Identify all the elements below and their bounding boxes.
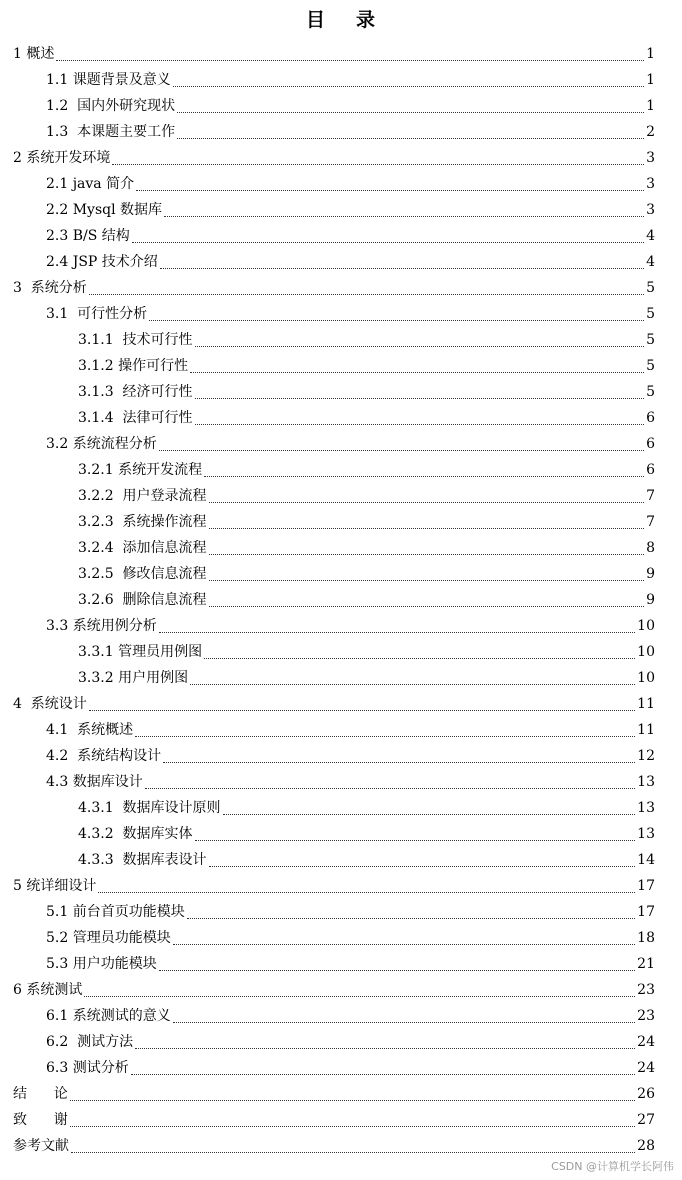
toc-entry-label: 2.1 java 简介 — [46, 176, 135, 192]
toc-dot-leader — [135, 1034, 635, 1049]
toc-dot-leader — [223, 800, 636, 815]
toc-entry[interactable] — [0, 483, 682, 509]
toc-entry-page-number: 26 — [637, 1086, 655, 1102]
toc-dot-leader — [195, 332, 645, 347]
toc-entry-label: 3.2.5 修改信息流程 — [78, 566, 207, 582]
toc-dot-leader — [173, 1008, 635, 1023]
toc-entry[interactable] — [0, 1055, 682, 1081]
toc-entry[interactable] — [0, 1029, 682, 1055]
toc-entry[interactable] — [0, 613, 682, 639]
toc-entry-page-number: 10 — [637, 618, 655, 634]
toc-dot-leader — [187, 904, 635, 919]
toc-entry-label: 3.1 可行性分析 — [46, 306, 148, 322]
toc-entry-label: 2.4 JSP 技术介绍 — [46, 254, 158, 270]
toc-entry[interactable] — [0, 743, 682, 769]
toc-dot-leader — [132, 228, 644, 243]
page-title — [0, 8, 682, 32]
toc-dot-leader — [195, 410, 645, 425]
toc-entry-label: 5.1 前台首页功能模块 — [46, 904, 185, 920]
toc-entry[interactable] — [0, 1107, 682, 1133]
toc-entry-page-number: 5 — [646, 332, 655, 348]
toc-entry-label: 2.3 B/S 结构 — [46, 228, 130, 244]
toc-entry-label: 1.1 课题背景及意义 — [46, 72, 171, 88]
toc-dot-leader — [209, 488, 645, 503]
toc-entry-page-number: 18 — [637, 930, 655, 946]
toc-entry-label: 3.3.2 用户用例图 — [78, 670, 189, 686]
toc-dot-leader — [70, 1086, 635, 1101]
toc-entry[interactable] — [0, 145, 682, 171]
toc-dot-leader — [209, 540, 645, 555]
toc-entry[interactable] — [0, 509, 682, 535]
toc-entry-label: 3.3.1 管理员用例图 — [78, 644, 203, 660]
toc-entry-label: 参考文献 — [13, 1138, 69, 1154]
toc-dot-leader — [177, 98, 644, 113]
toc-entry[interactable] — [0, 301, 682, 327]
toc-entry-label: 5.3 用户功能模块 — [46, 956, 157, 972]
toc-entry[interactable] — [0, 119, 682, 145]
toc-entry-page-number: 11 — [637, 722, 655, 738]
toc-entry-label: 2 系统开发环境 — [13, 150, 111, 166]
toc-entry-page-number: 24 — [637, 1060, 655, 1076]
toc-entry-page-number: 1 — [646, 72, 655, 88]
toc-entry-label: 1.2 国内外研究现状 — [46, 98, 176, 114]
toc-dot-leader — [89, 280, 644, 295]
toc-dot-leader — [145, 774, 635, 789]
toc-entry-label: 3.2.3 系统操作流程 — [78, 514, 207, 530]
toc-entry-label: 4.3.2 数据库实体 — [78, 826, 193, 842]
toc-entry-label: 4.3.3 数据库表设计 — [78, 852, 207, 868]
toc-entry-page-number: 6 — [646, 436, 655, 452]
toc-entry[interactable] — [0, 925, 682, 951]
toc-entry-label: 6.2 测试方法 — [46, 1034, 134, 1050]
toc-entry-page-number: 13 — [637, 774, 655, 790]
toc-entry-page-number: 1 — [646, 98, 655, 114]
toc-entry[interactable] — [0, 769, 682, 795]
toc-entry[interactable] — [0, 41, 682, 67]
toc-dot-leader — [209, 514, 645, 529]
toc-entry-page-number: 7 — [646, 488, 655, 504]
toc-entry-page-number: 3 — [646, 202, 655, 218]
toc-entry-label: 3.1.4 法律可行性 — [78, 410, 193, 426]
page-title-part-1: 目 — [305, 9, 326, 31]
toc-dot-leader — [204, 644, 635, 659]
toc-dot-leader — [209, 852, 636, 867]
toc-dot-leader — [195, 826, 636, 841]
toc-entry[interactable] — [0, 67, 682, 93]
toc-dot-leader — [209, 592, 645, 607]
toc-entry-label: 4.1 系统概述 — [46, 722, 134, 738]
toc-dot-leader — [204, 462, 644, 477]
toc-entry-page-number: 23 — [637, 982, 655, 998]
toc-entry[interactable] — [0, 275, 682, 301]
toc-entry[interactable] — [0, 249, 682, 275]
toc-entry-page-number: 14 — [637, 852, 655, 868]
toc-entry-page-number: 12 — [637, 748, 655, 764]
toc-entry[interactable] — [0, 847, 682, 873]
toc-entry-page-number: 5 — [646, 384, 655, 400]
toc-dot-leader — [173, 72, 644, 87]
toc-entry-label: 致 谢 — [13, 1112, 68, 1128]
toc-entry[interactable] — [0, 353, 682, 379]
toc-dot-leader — [71, 1138, 635, 1153]
toc-entry-page-number: 5 — [646, 306, 655, 322]
toc-entry[interactable] — [0, 587, 682, 613]
toc-entry-label: 4 系统设计 — [13, 696, 87, 712]
toc-entry-page-number: 23 — [637, 1008, 655, 1024]
toc-entry[interactable] — [0, 197, 682, 223]
toc-entry-page-number: 17 — [637, 904, 655, 920]
toc-dot-leader — [84, 982, 635, 997]
toc-dot-leader — [56, 46, 644, 61]
toc-entry[interactable] — [0, 691, 682, 717]
toc-dot-leader — [190, 358, 644, 373]
toc-entry-label: 5 统详细设计 — [13, 878, 97, 894]
toc-entry-page-number: 5 — [646, 358, 655, 374]
toc-entry-page-number: 21 — [637, 956, 655, 972]
toc-entry-label: 3.2 系统流程分析 — [46, 436, 157, 452]
toc-entry[interactable] — [0, 223, 682, 249]
toc-entry[interactable] — [0, 1003, 682, 1029]
toc-entry[interactable] — [0, 873, 682, 899]
toc-dot-leader — [160, 254, 644, 269]
toc-entry-page-number: 6 — [646, 462, 655, 478]
toc-entry[interactable] — [0, 717, 682, 743]
toc-entry-page-number: 4 — [646, 228, 655, 244]
toc-dot-leader — [209, 566, 645, 581]
toc-entry-label: 1 概述 — [13, 46, 55, 62]
toc-dot-leader — [177, 124, 644, 139]
toc-entry[interactable] — [0, 379, 682, 405]
toc-entry-page-number: 1 — [646, 46, 655, 62]
table-of-contents — [0, 41, 682, 1159]
toc-entry-label: 1.3 本课题主要工作 — [46, 124, 176, 140]
toc-dot-leader — [164, 202, 644, 217]
toc-entry[interactable] — [0, 665, 682, 691]
page-title-part-2: 录 — [356, 9, 377, 31]
toc-dot-leader — [190, 670, 635, 685]
toc-entry[interactable] — [0, 93, 682, 119]
toc-entry-page-number: 4 — [646, 254, 655, 270]
toc-entry[interactable] — [0, 795, 682, 821]
toc-entry[interactable] — [0, 171, 682, 197]
toc-dot-leader — [131, 1060, 635, 1075]
toc-entry-label: 6.1 系统测试的意义 — [46, 1008, 171, 1024]
toc-entry-page-number: 3 — [646, 150, 655, 166]
toc-entry[interactable] — [0, 977, 682, 1003]
toc-entry[interactable] — [0, 821, 682, 847]
toc-entry[interactable] — [0, 1133, 682, 1159]
toc-entry[interactable] — [0, 327, 682, 353]
toc-entry-page-number: 3 — [646, 176, 655, 192]
toc-entry-label: 3.2.1 系统开发流程 — [78, 462, 203, 478]
toc-dot-leader — [195, 384, 645, 399]
toc-entry-page-number: 5 — [646, 280, 655, 296]
toc-entry-page-number: 9 — [646, 592, 655, 608]
toc-entry-label: 4.3.1 数据库设计原则 — [78, 800, 221, 816]
toc-entry-page-number: 17 — [637, 878, 655, 894]
toc-entry-label: 4.2 系统结构设计 — [46, 748, 162, 764]
toc-dot-leader — [159, 436, 644, 451]
toc-entry-label: 3.1.2 操作可行性 — [78, 358, 189, 374]
toc-dot-leader — [149, 306, 644, 321]
toc-entry-label: 3.2.2 用户登录流程 — [78, 488, 207, 504]
toc-dot-leader — [159, 618, 635, 633]
toc-entry-page-number: 8 — [646, 540, 655, 556]
toc-entry-label: 3.3 系统用例分析 — [46, 618, 157, 634]
toc-entry-page-number: 27 — [637, 1112, 655, 1128]
toc-entry-label: 3.1.3 经济可行性 — [78, 384, 193, 400]
toc-entry-page-number: 9 — [646, 566, 655, 582]
toc-entry-page-number: 7 — [646, 514, 655, 530]
toc-entry-page-number: 11 — [637, 696, 655, 712]
toc-entry-page-number: 13 — [637, 826, 655, 842]
toc-entry-label: 结 论 — [13, 1086, 68, 1102]
toc-entry-label: 3.1.1 技术可行性 — [78, 332, 193, 348]
toc-entry[interactable] — [0, 899, 682, 925]
toc-entry[interactable] — [0, 561, 682, 587]
toc-entry-label: 2.2 Mysql 数据库 — [46, 202, 163, 218]
toc-entry-page-number: 24 — [637, 1034, 655, 1050]
toc-dot-leader — [136, 176, 644, 191]
toc-entry-label: 6 系统测试 — [13, 982, 83, 998]
toc-entry[interactable] — [0, 639, 682, 665]
toc-dot-leader — [98, 878, 635, 893]
toc-dot-leader — [112, 150, 644, 165]
toc-entry-label: 3.2.4 添加信息流程 — [78, 540, 207, 556]
toc-entry[interactable] — [0, 951, 682, 977]
toc-entry[interactable] — [0, 405, 682, 431]
toc-entry[interactable] — [0, 457, 682, 483]
toc-entry-label: 6.3 测试分析 — [46, 1060, 129, 1076]
toc-dot-leader — [173, 930, 635, 945]
toc-dot-leader — [70, 1112, 635, 1127]
toc-dot-leader — [89, 696, 635, 711]
toc-entry[interactable] — [0, 535, 682, 561]
toc-entry-label: 3.2.6 删除信息流程 — [78, 592, 207, 608]
toc-entry[interactable] — [0, 431, 682, 457]
toc-entry-label: 5.2 管理员功能模块 — [46, 930, 171, 946]
toc-dot-leader — [159, 956, 635, 971]
toc-dot-leader — [163, 748, 635, 763]
toc-entry-page-number: 2 — [646, 124, 655, 140]
toc-entry-label: 4.3 数据库设计 — [46, 774, 143, 790]
toc-entry-page-number: 28 — [637, 1138, 655, 1154]
toc-dot-leader — [135, 722, 635, 737]
toc-entry-page-number: 10 — [637, 644, 655, 660]
toc-entry-page-number: 6 — [646, 410, 655, 426]
toc-entry-label: 3 系统分析 — [13, 280, 87, 296]
toc-entry-page-number: 13 — [637, 800, 655, 816]
toc-entry-page-number: 10 — [637, 670, 655, 686]
toc-entry[interactable] — [0, 1081, 682, 1107]
csdn-watermark: CSDN @计算机学长阿伟 — [551, 1160, 674, 1173]
